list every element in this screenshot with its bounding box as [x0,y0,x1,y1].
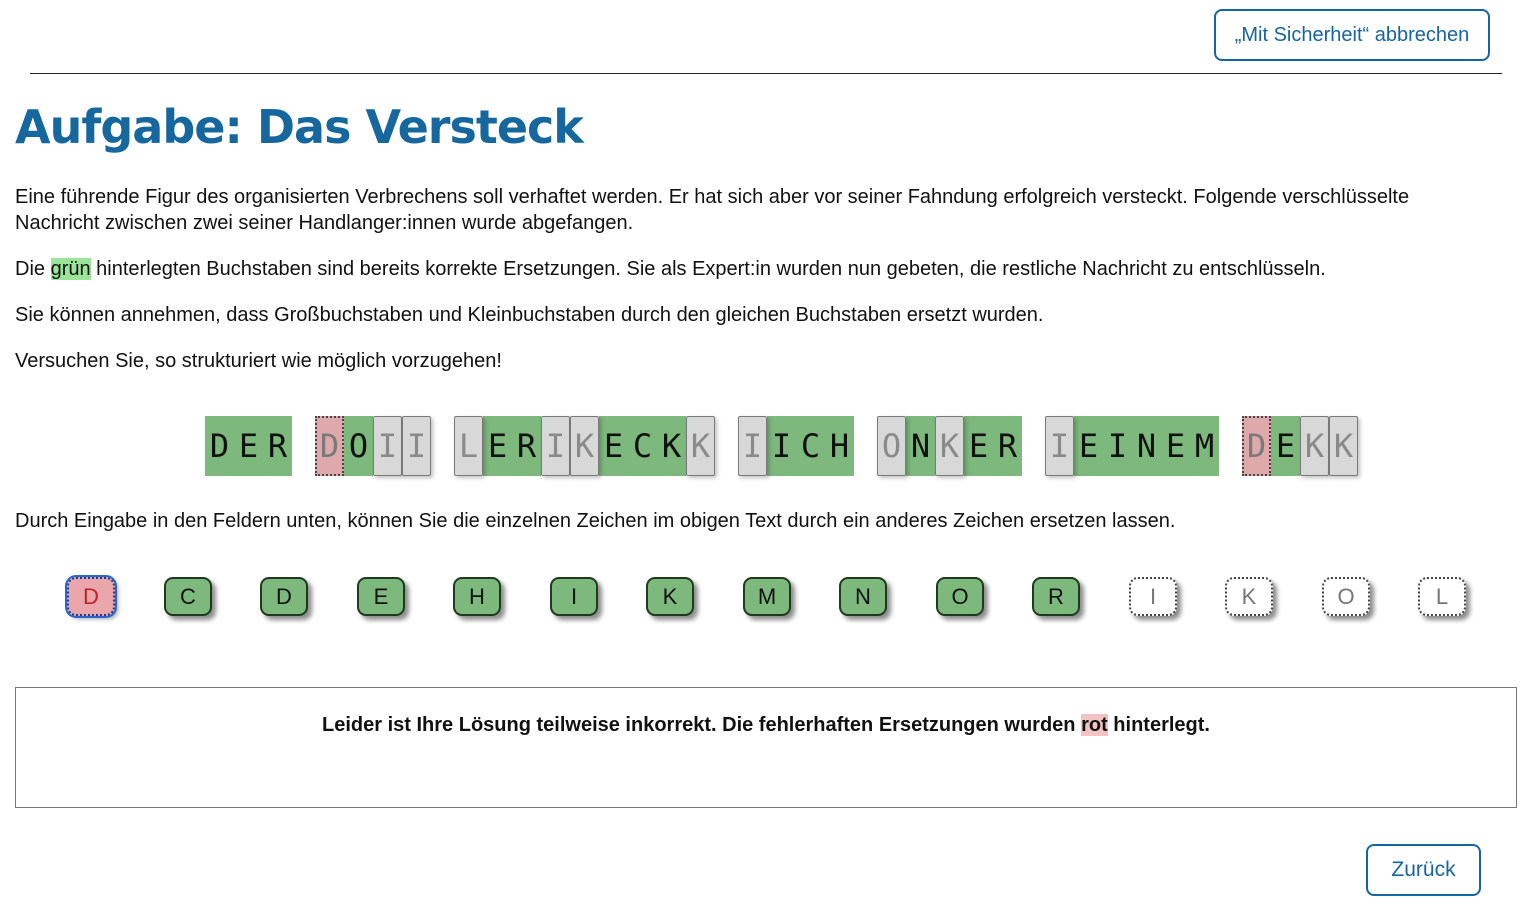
cipher-letter-ok: E [1271,416,1300,476]
cipher-word [454,416,715,476]
cipher-word [315,416,431,476]
cipher-letter-ok: C [628,416,657,476]
cipher-letter-open: K [570,416,599,476]
cipher-letter-open: I [402,416,431,476]
cipher-letter-ok: E [483,416,512,476]
key-input-white[interactable]: I [1129,577,1177,616]
cipher-letter-ok: C [796,416,825,476]
cipher-letter-ok: N [1132,416,1161,476]
key-input-green[interactable]: N [839,577,887,616]
key-input-green[interactable]: I [550,577,598,616]
key-input-green[interactable]: C [164,577,212,616]
cipher-letter-open: I [1045,416,1074,476]
cipher-letter-ok: R [263,416,292,476]
cipher-letter-open: O [877,416,906,476]
key-input-white[interactable]: K [1225,577,1273,616]
cipher-letter-ok: O [344,416,373,476]
key-input-green[interactable]: D [260,577,308,616]
cipher-word [1242,416,1358,476]
feedback-before: Leider ist Ihre Lösung teilweise inkorrekt. Die fehlerhaften Ersetzungen wurden [322,714,1082,736]
key-input-green[interactable]: K [646,577,694,616]
cipher-word [738,416,854,476]
feedback-message [16,714,1516,737]
cipher-letter-open: L [454,416,483,476]
key-input-green[interactable]: M [743,577,791,616]
cipher-letter-ok: N [906,416,935,476]
feedback-after: hinterlegt. [1107,714,1210,736]
cipher-letter-ok: D [205,416,234,476]
green-highlight: grün [50,258,91,280]
cipher-text [205,416,1358,476]
key-input-active[interactable]: D [67,577,115,616]
key-input-green[interactable]: H [453,577,501,616]
cipher-letter-ok: E [599,416,628,476]
cipher-letter-open: I [373,416,402,476]
key-input-green[interactable]: O [936,577,984,616]
intro-paragraph-2 [15,256,1465,282]
cipher-letter-open: K [1329,416,1358,476]
red-highlight: rot [1081,714,1108,736]
cipher-word [1045,416,1219,476]
cipher-letter-ok: R [993,416,1022,476]
cipher-letter-ok: M [1190,416,1219,476]
instruction-text: Durch Eingabe in den Feldern unten, können Sie die einzelnen Zeichen im obigen Text durch ein anderes Zeichen ersetzen lassen. [15,510,1176,532]
cipher-word [205,416,292,476]
cipher-letter-ok: H [825,416,854,476]
abort-button[interactable]: „Mit Sicherheit“ abbrechen [1214,9,1490,61]
cipher-letter-ok: K [657,416,686,476]
cipher-letter-open: K [1300,416,1329,476]
intro-p2-after: hinterlegten Buchstaben sind bereits korrekte Ersetzungen. Sie als Expert:in wurden nun gebeten, die restliche Nachricht zu entschlüsseln. [90,258,1326,280]
cipher-letter-ok: E [1074,416,1103,476]
cipher-letter-ok: E [234,416,263,476]
cipher-letter-open: I [738,416,767,476]
back-button[interactable]: Zurück [1366,844,1481,896]
cipher-letter-ok: E [1161,416,1190,476]
header-divider [30,73,1502,74]
feedback-box [15,687,1517,808]
cipher-letter-ok: I [767,416,796,476]
key-input-white[interactable]: O [1322,577,1370,616]
key-input-green[interactable]: R [1032,577,1080,616]
page-title: Aufgabe: Das Versteck [15,100,583,154]
intro-paragraph-4: Versuchen Sie, so strukturiert wie möglich vorzugehen! [15,350,502,372]
cipher-word [877,416,1022,476]
cipher-letter-bad: D [315,416,344,476]
cipher-letter-bad: D [1242,416,1271,476]
intro-paragraph-1: Eine führende Figur des organisierten Verbrechens soll verhaftet werden. Er hat sich aber vor seiner Fahndung erfolgreich versteckt. Folgende verschlüsselte Nachricht zwischen zwei seiner Handlanger:innen wurde abgefangen. [15,186,1410,234]
cipher-letter-ok: I [1103,416,1132,476]
intro-p2-before: Die [15,258,51,280]
key-input-white[interactable]: L [1418,577,1466,616]
cipher-letter-open: I [541,416,570,476]
cipher-letter-open: K [686,416,715,476]
cipher-letter-open: K [935,416,964,476]
cipher-letter-ok: R [512,416,541,476]
cipher-letter-ok: E [964,416,993,476]
intro-paragraph-3: Sie können annehmen, dass Großbuchstaben und Kleinbuchstaben durch den gleichen Buchstaben ersetzt wurden. [15,304,1044,326]
key-input-green[interactable]: E [357,577,405,616]
